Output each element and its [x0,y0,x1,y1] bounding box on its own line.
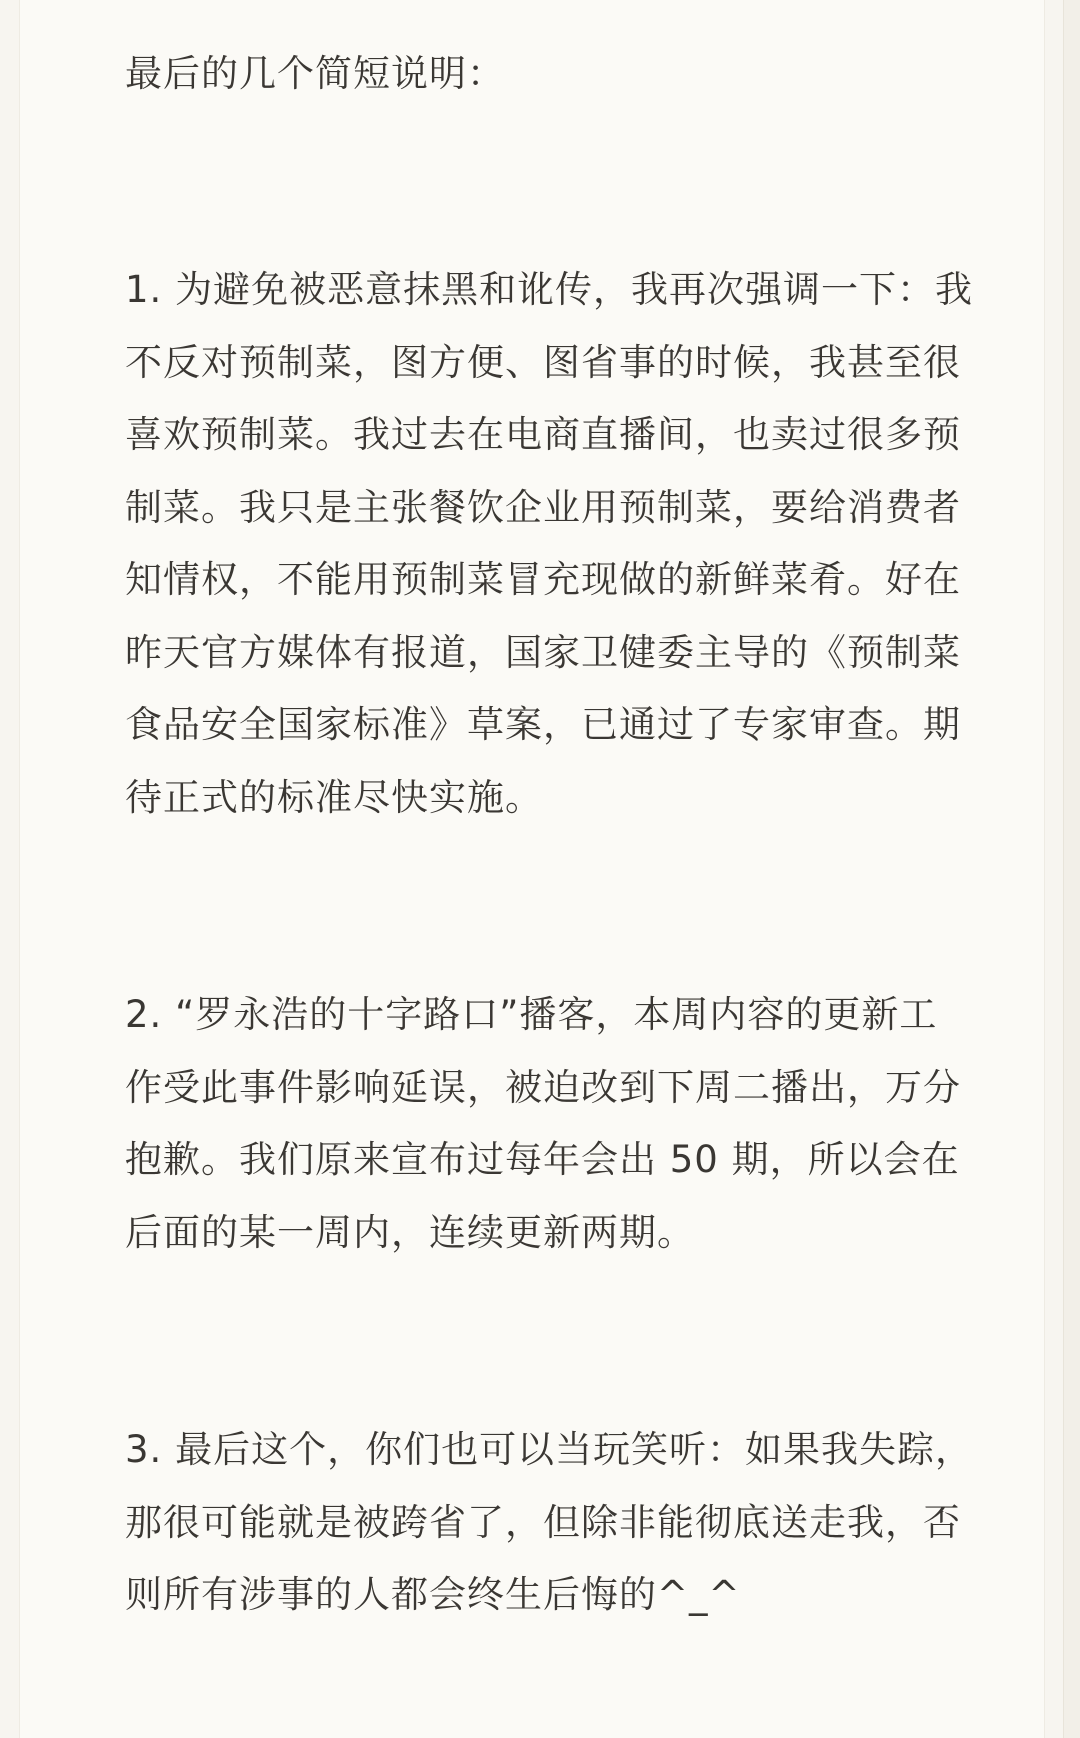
scroll-edge [1063,0,1080,1738]
document-page [20,0,1044,1738]
paragraph-1: 1. 为避免被恶意抹黑和讹传，我再次强调一下：我不反对预制菜，图方便、图省事的时候，我甚至很喜欢预制菜。我过去在电商直播间，也卖过很多预制菜。我只是主张餐饮企业用预制菜，要给消费者知情权，不能用预制菜冒充现做的新鲜菜肴。好在昨天官方媒体有报道，国家卫健委主导的《预制菜食品安全国家标准》草案，已通过了专家审查。期待正式的标准尽快实施。 [125,268,974,819]
paragraph-spacer [125,834,975,979]
document-body [125,38,975,1632]
paragraph-spacer [125,110,975,254]
document-heading: 最后的几个简短说明： [125,52,505,95]
paragraph-2: 2. “罗永浩的十字路口”播客，本周内容的更新工作受此事件影响延误，被迫改到下周二播出，万分抱歉。我们原来宣布过每年会出 50 期，所以会在后面的某一周内，连续更新两期。 [125,993,961,1254]
paragraph-spacer [125,1269,975,1414]
paragraph-3: 3. 最后这个，你们也可以当玩笑听：如果我失踪，那很可能就是被跨省了，但除非能彻底送走我，否则所有涉事的人都会终生后悔的^_^ [125,1428,974,1616]
